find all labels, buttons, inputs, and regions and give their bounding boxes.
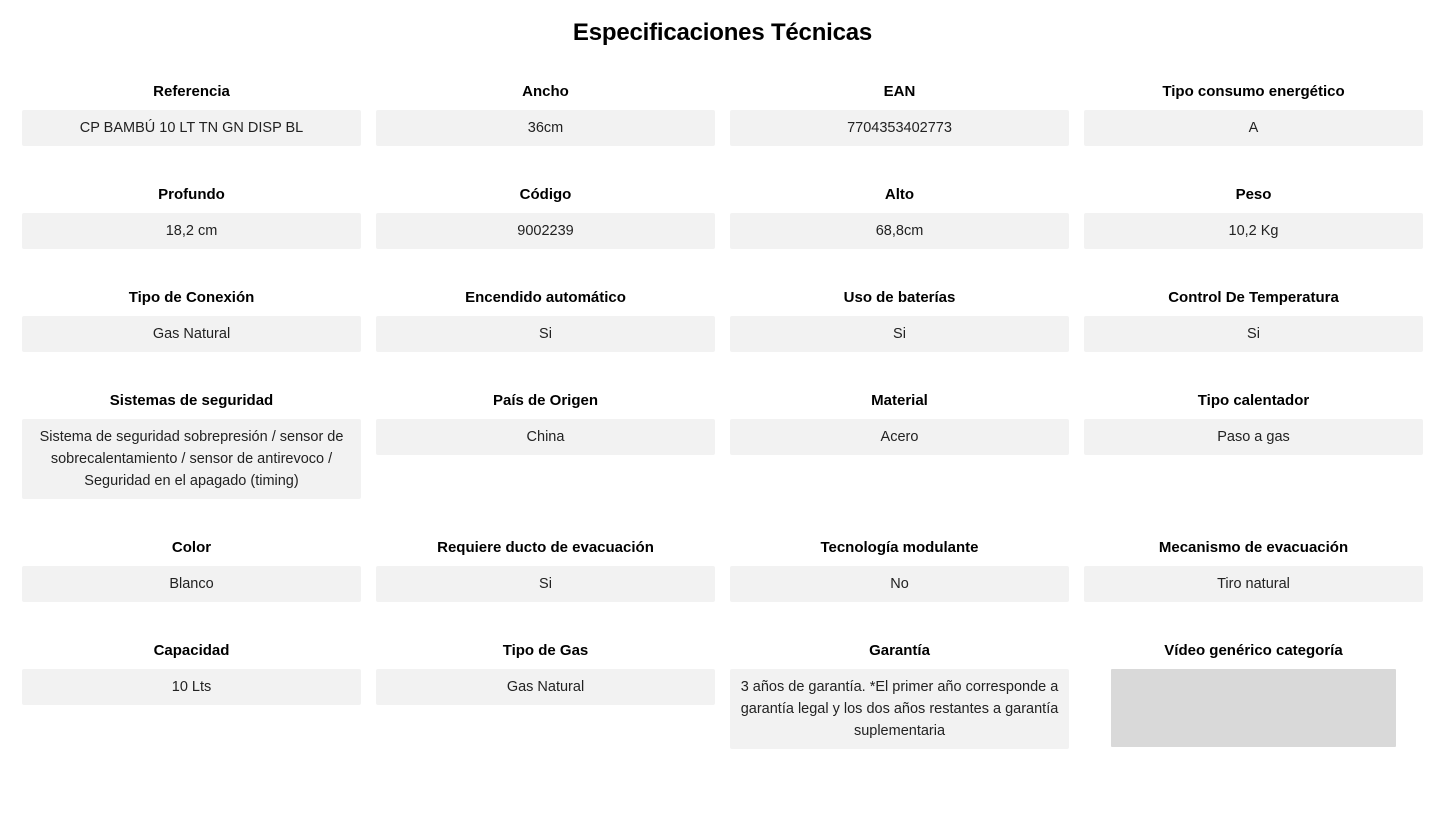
spec-cell-encendido-automatico [376, 288, 715, 352]
spec-cell-mecanismo-de-evacuacion [1084, 538, 1423, 602]
spec-label-material: Material [871, 392, 928, 409]
spec-cell-referencia [22, 82, 361, 146]
row-spacer [22, 249, 361, 288]
spec-cell-profundo [22, 185, 361, 249]
row-spacer [376, 146, 715, 185]
row-spacer [376, 249, 715, 288]
spec-value-requiere-ducto-de-evacuacion: Si [376, 566, 715, 602]
row-spacer [1084, 146, 1423, 185]
spec-value-alto: 68,8cm [730, 213, 1069, 249]
spec-cell-video-generico-categoria [1084, 641, 1423, 749]
spec-cell-material [730, 391, 1069, 499]
spec-label-requiere-ducto-de-evacuacion: Requiere ducto de evacuación [437, 539, 654, 556]
spec-label-tipo-de-conexion: Tipo de Conexión [128, 289, 255, 306]
spec-label-tipo-de-gas: Tipo de Gas [502, 642, 589, 659]
spec-label-video-generico-categoria: Vídeo genérico categoría [1164, 642, 1343, 659]
row-spacer [730, 352, 1069, 391]
spec-value-video-generico-categoria [1084, 669, 1423, 747]
spec-value-mecanismo-de-evacuacion: Tiro natural [1084, 566, 1423, 602]
spec-value-tipo-de-conexion: Gas Natural [22, 316, 361, 352]
spec-value-tipo-calentador: Paso a gas [1084, 419, 1423, 455]
spec-value-codigo: 9002239 [376, 213, 715, 249]
spec-label-sistemas-de-seguridad: Sistemas de seguridad [109, 392, 274, 409]
spec-label-tipo-calentador: Tipo calentador [1197, 392, 1310, 409]
spec-label-tipo-consumo-energetico: Tipo consumo energético [1162, 83, 1345, 100]
row-spacer [22, 352, 361, 391]
row-spacer [376, 352, 715, 391]
spec-value-tipo-consumo-energetico: A [1084, 110, 1423, 146]
spec-cell-peso [1084, 185, 1423, 249]
specifications-page [0, 18, 1445, 820]
spec-label-tecnologia-modulante: Tecnología modulante [820, 539, 979, 556]
spec-value-tipo-de-gas: Gas Natural [376, 669, 715, 705]
row-spacer [22, 146, 361, 185]
spec-value-capacidad: 10 Lts [22, 669, 361, 705]
spec-cell-control-de-temperatura [1084, 288, 1423, 352]
spec-value-peso: 10,2 Kg [1084, 213, 1423, 249]
spec-cell-uso-de-baterias [730, 288, 1069, 352]
spec-cell-tecnologia-modulante [730, 538, 1069, 602]
page-title: Especificaciones Técnicas [572, 19, 873, 46]
row-spacer [1084, 352, 1423, 391]
spec-cell-tipo-de-gas [376, 641, 715, 749]
spec-label-mecanismo-de-evacuacion: Mecanismo de evacuación [1158, 539, 1349, 556]
row-spacer [22, 602, 361, 641]
spec-label-ean: EAN [883, 83, 916, 100]
video-thumbnail-placeholder[interactable] [1111, 669, 1396, 747]
spec-value-sistemas-de-seguridad: Sistema de seguridad sobrepresión / sensor de sobrecalentamiento / sensor de antirevoco / Seguridad en el apagado (timing) [22, 419, 361, 499]
row-spacer [1084, 249, 1423, 288]
spec-value-ean: 7704353402773 [730, 110, 1069, 146]
spec-cell-capacidad [22, 641, 361, 749]
row-spacer [1084, 499, 1423, 538]
spec-value-uso-de-baterias: Si [730, 316, 1069, 352]
row-spacer [1084, 602, 1423, 641]
spec-cell-tipo-de-conexion [22, 288, 361, 352]
row-spacer [730, 249, 1069, 288]
row-spacer [376, 499, 715, 538]
spec-cell-pais-de-origen [376, 391, 715, 499]
spec-label-referencia: Referencia [153, 83, 230, 100]
specifications-grid [0, 82, 1445, 749]
spec-cell-garantia [730, 641, 1069, 749]
spec-label-encendido-automatico: Encendido automático [465, 289, 626, 306]
spec-value-garantia: 3 años de garantía. *El primer año corresponde a garantía legal y los dos años restantes a garantía suplementaria [730, 669, 1069, 749]
spec-label-pais-de-origen: País de Origen [492, 392, 599, 409]
row-spacer [730, 602, 1069, 641]
spec-value-encendido-automatico: Si [376, 316, 715, 352]
spec-value-tecnologia-modulante: No [730, 566, 1069, 602]
spec-value-profundo: 18,2 cm [22, 213, 361, 249]
row-spacer [730, 146, 1069, 185]
spec-cell-ean [730, 82, 1069, 146]
spec-cell-color [22, 538, 361, 602]
spec-cell-tipo-consumo-energetico [1084, 82, 1423, 146]
spec-label-profundo: Profundo [158, 186, 225, 203]
spec-label-control-de-temperatura: Control De Temperatura [1168, 289, 1339, 306]
spec-value-material: Acero [730, 419, 1069, 455]
row-spacer [376, 602, 715, 641]
row-spacer [22, 499, 361, 538]
spec-label-garantia: Garantía [869, 642, 930, 659]
spec-label-uso-de-baterias: Uso de baterías [843, 289, 956, 306]
spec-cell-tipo-calentador [1084, 391, 1423, 499]
spec-label-capacidad: Capacidad [153, 642, 230, 659]
spec-label-color: Color [171, 539, 212, 556]
spec-value-pais-de-origen: China [376, 419, 715, 455]
spec-value-color: Blanco [22, 566, 361, 602]
spec-label-ancho: Ancho [522, 83, 569, 100]
spec-cell-sistemas-de-seguridad [22, 391, 361, 499]
spec-label-peso: Peso [1235, 186, 1272, 203]
spec-value-referencia: CP BAMBÚ 10 LT TN GN DISP BL [22, 110, 361, 146]
spec-cell-requiere-ducto-de-evacuacion [376, 538, 715, 602]
spec-cell-codigo [376, 185, 715, 249]
spec-value-ancho: 36cm [376, 110, 715, 146]
spec-label-alto: Alto [884, 186, 915, 203]
spec-label-codigo: Código [519, 186, 572, 203]
row-spacer [730, 499, 1069, 538]
spec-cell-ancho [376, 82, 715, 146]
spec-value-control-de-temperatura: Si [1084, 316, 1423, 352]
spec-cell-alto [730, 185, 1069, 249]
